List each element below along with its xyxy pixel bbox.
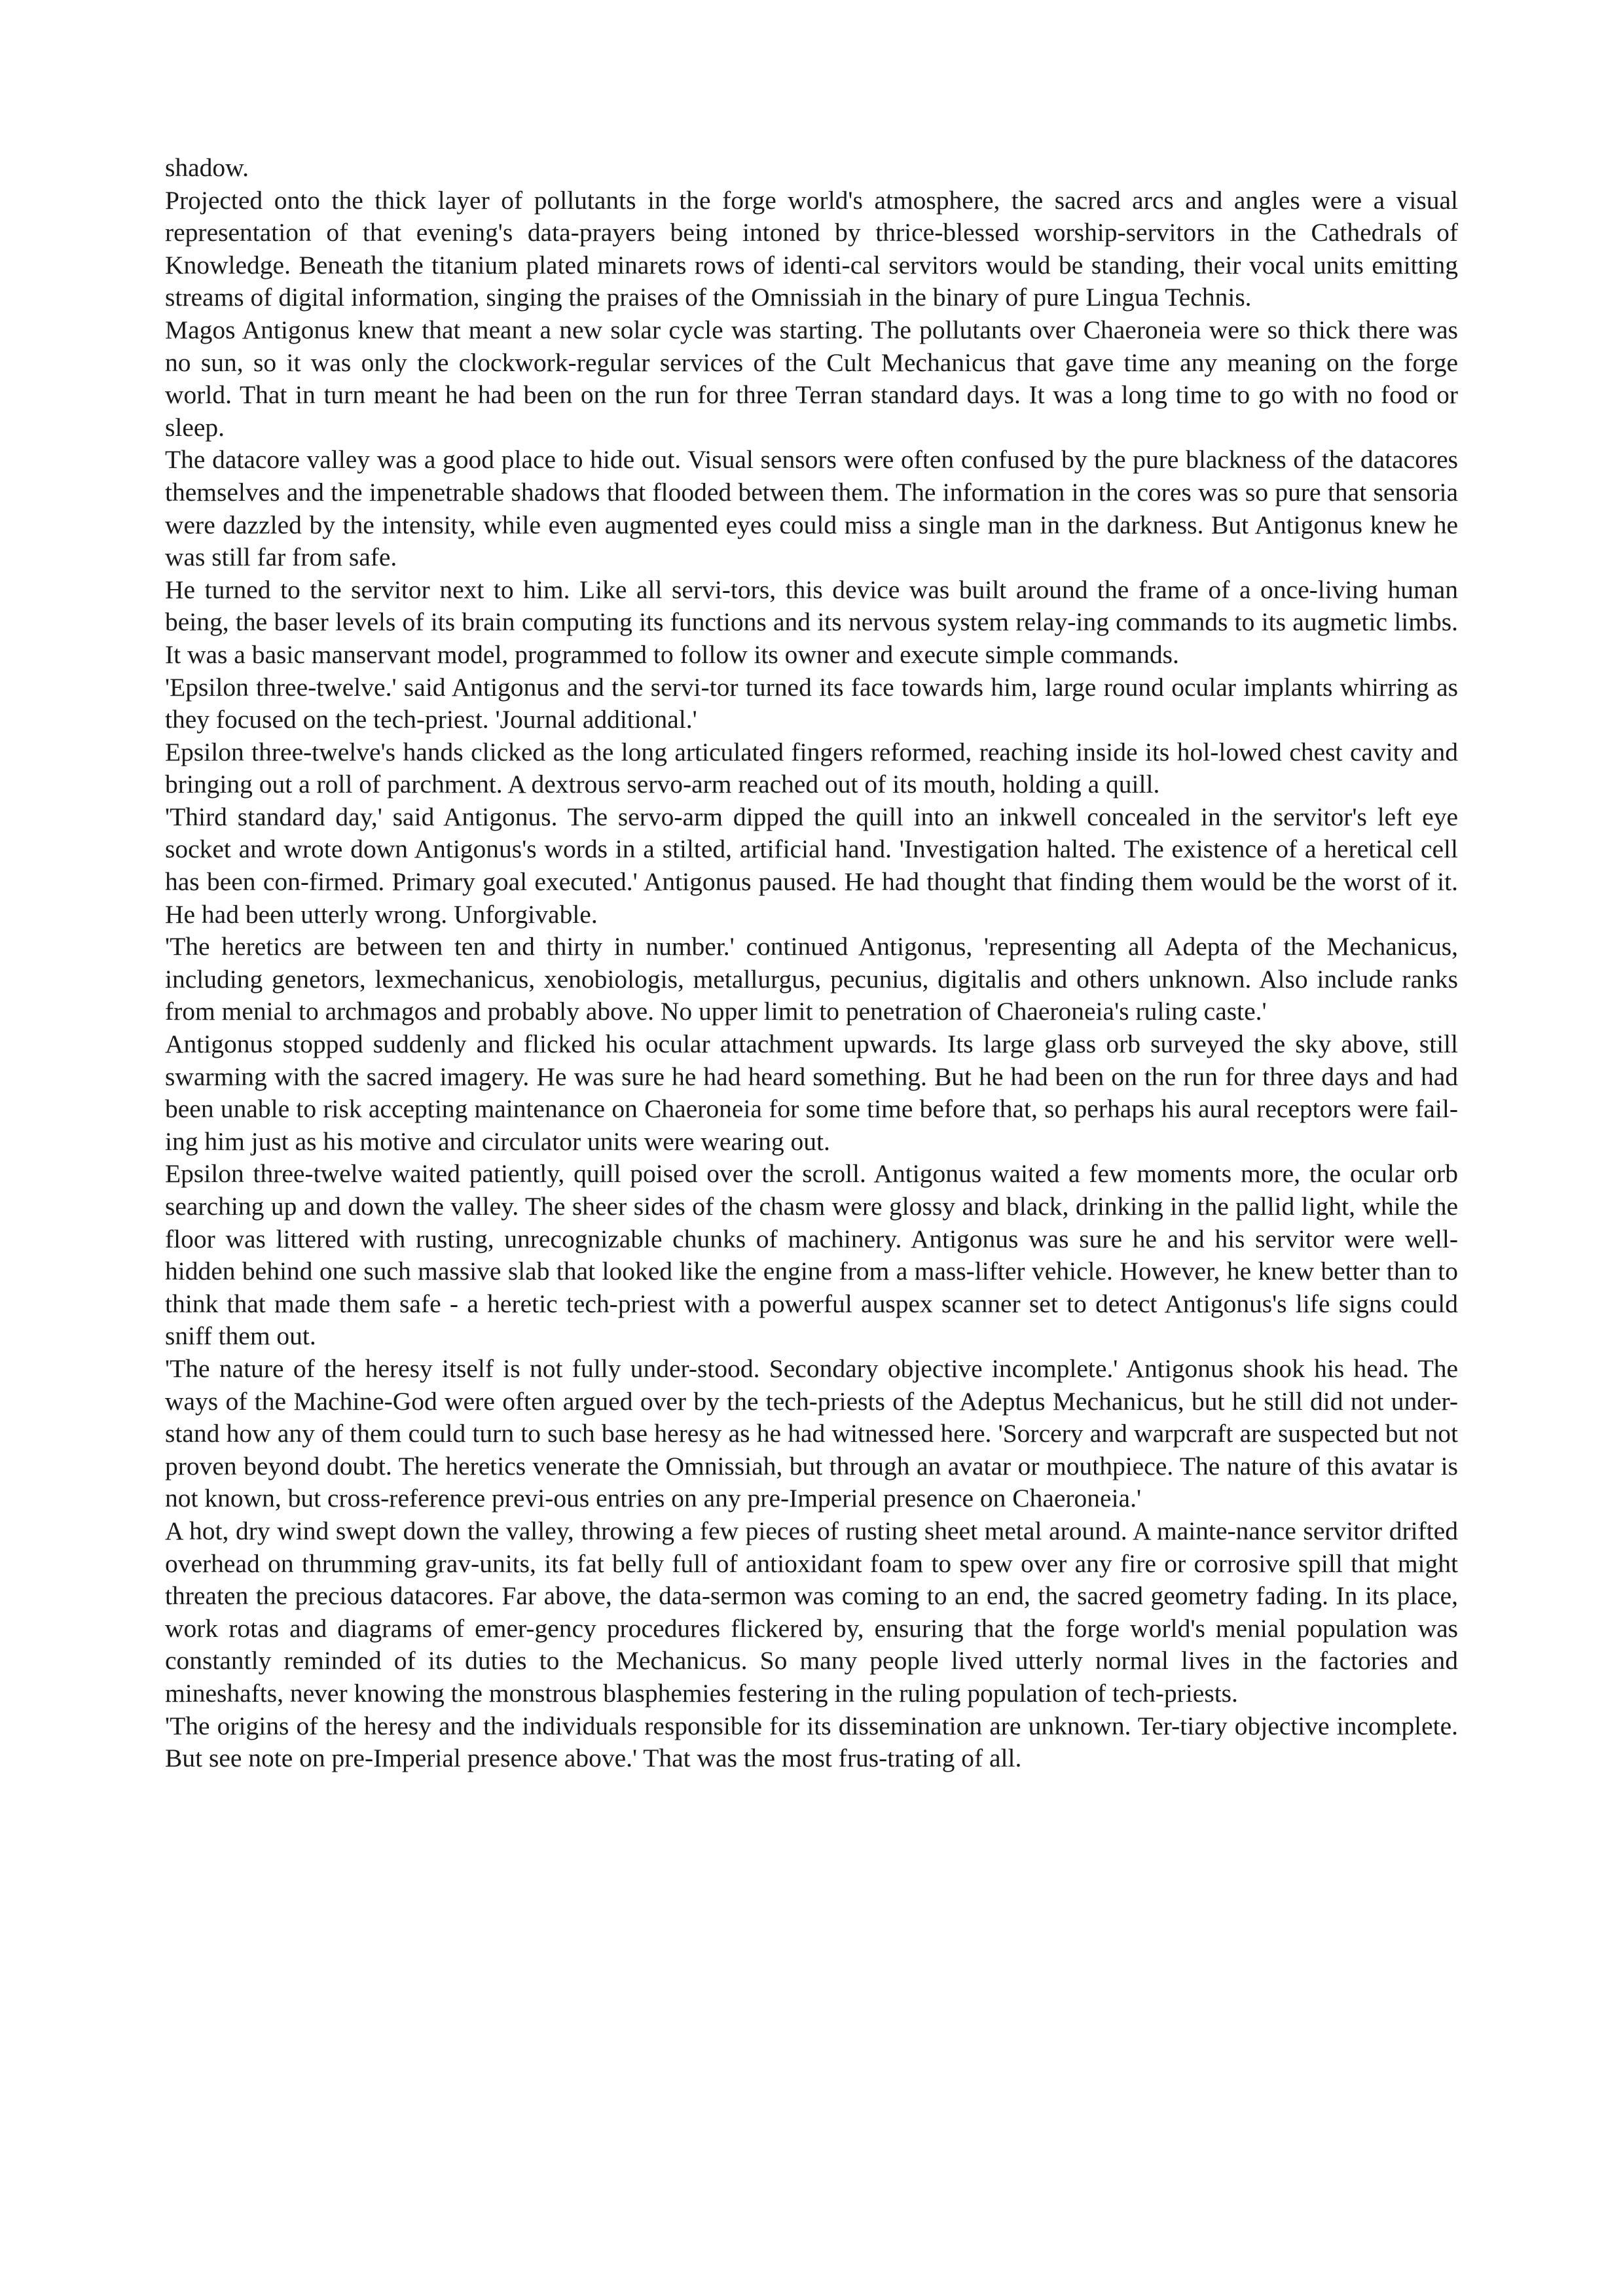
paragraph-1: shadow. bbox=[165, 153, 249, 182]
paragraph-3: Magos Antigonus knew that meant a new solar cycle was starting. The pollutants over Chaeroneia were so thick there was no sun, so it was only the clockwork-regular services of the Cult Mechanicus that gave time any meaning on the forge world. That in turn meant he had been on the run for three Terran standard days. It was a long time to go with no food or sleep. bbox=[165, 315, 1458, 442]
paragraph-6: 'Epsilon three-twelve.' said Antigonus and the servi-tor turned its face towards him, large round ocular implants whirring as they focused on the tech-priest. 'Journal additional.' bbox=[165, 672, 1458, 734]
paragraph-11: Epsilon three-twelve waited patiently, quill poised over the scroll. Antigonus waited a few moments more, the ocular orb searching up and down the valley. The sheer sides of the chasm were glossy and black, drinking in the pallid light, while the floor was littered with rusting, unrecognizable chunks of machinery. Antigonus was sure he and his servitor were well-hidden behind one such massive slab that looked like the engine from a mass-lifter vehicle. However, he knew better than to think that made them safe - a heretic tech-priest with a powerful auspex scanner set to detect Antigonus's life signs could sniff them out. bbox=[165, 1159, 1458, 1351]
document-page bbox=[165, 152, 1458, 1775]
paragraph-5: He turned to the servitor next to him. Like all servi-tors, this device was built around the frame of a once-living human being, the baser levels of its brain computing its functions and its nervous system relay-ing commands to its augmetic limbs. It was a basic manservant model, programmed to follow its owner and execute simple commands. bbox=[165, 575, 1458, 669]
paragraph-13: A hot, dry wind swept down the valley, throwing a few pieces of rusting sheet metal around. A mainte-nance servitor drifted overhead on thrumming grav-units, its fat belly full of antioxidant foam to spew over any fire or corrosive spill that might threaten the precious datacores. Far above, the data-sermon was coming to an end, the sacred geometry fading. In its place, work rotas and diagrams of emer-gency procedures flickered by, ensuring that the forge world's menial population was constantly reminded of its duties to the Mechanicus. So many people lived utterly normal lives in the factories and mineshafts, never knowing the monstrous blasphemies festering in the ruling population of tech-priests. bbox=[165, 1516, 1458, 1708]
paragraph-2: Projected onto the thick layer of pollutants in the forge world's atmosphere, the sacred arcs and angles were a visual representation of that evening's data-prayers being intoned by thrice-blessed worship-servitors in the Cathedrals of Knowledge. Beneath the titanium plated minarets rows of identi-cal servitors would be standing, their vocal units emitting streams of digital information, singing the praises of the Omnissiah in the binary of pure Lingua Technis. bbox=[165, 185, 1458, 312]
paragraph-10: Antigonus stopped suddenly and flicked his ocular attachment upwards. Its large glass orb surveyed the sky above, still swarming with the sacred imagery. He was sure he had heard something. But he had been on the run for three days and had been unable to risk accepting maintenance on Chaeroneia for some time before that, so perhaps his aural receptors were fail-ing him just as his motive and circulator units were wearing out. bbox=[165, 1030, 1458, 1156]
paragraph-14: 'The origins of the heresy and the individuals responsible for its dissemination are unknown. Ter-tiary objective incomplete. But see note on pre-Imperial presence above.' That was the most frus-trating of all. bbox=[165, 1711, 1458, 1773]
paragraph-7: Epsilon three-twelve's hands clicked as the long articulated fingers reformed, reaching inside its hol-lowed chest cavity and bringing out a roll of parchment. A dextrous servo-arm reached out of its mouth, holding a quill. bbox=[165, 737, 1458, 799]
paragraph-4: The datacore valley was a good place to hide out. Visual sensors were often confused by the pure blackness of the datacores themselves and the impenetrable shadows that flooded between them. The information in the cores was so pure that sensoria were dazzled by the intensity, while even augmented eyes could miss a single man in the darkness. But Antigonus knew he was still far from safe. bbox=[165, 445, 1458, 572]
paragraph-9: 'The heretics are between ten and thirty in number.' continued Antigonus, 'representing all Adepta of the Mechanicus, including genetors, lexmechanicus, xenobiologis, metallurgus, pecunius, digitalis and others unknown. Also include ranks from menial to archmagos and probably above. No upper limit to penetration of Chaeroneia's ruling caste.' bbox=[165, 932, 1458, 1026]
paragraph-12: 'The nature of the heresy itself is not fully under-stood. Secondary objective incomplete.' Antigonus shook his head. The ways of the Machine-God were often argued over by the tech-priests of the Adeptus Mechanicus, but he still did not under-stand how any of them could turn to such base heresy as he had witnessed here. 'Sorcery and warpcraft are suspected but not proven beyond doubt. The heretics venerate the Omnissiah, but through an avatar or mouthpiece. The nature of this avatar is not known, but cross-reference previ-ous entries on any pre-Imperial presence on Chaeroneia.' bbox=[165, 1354, 1458, 1513]
paragraph-8: 'Third standard day,' said Antigonus. The servo-arm dipped the quill into an inkwell concealed in the servitor's left eye socket and wrote down Antigonus's words in a stilted, artificial hand. 'Investigation halted. The existence of a heretical cell has been con-firmed. Primary goal executed.' Antigonus paused. He had thought that finding them would be the worst of it. He had been utterly wrong. Unforgivable. bbox=[165, 802, 1458, 929]
